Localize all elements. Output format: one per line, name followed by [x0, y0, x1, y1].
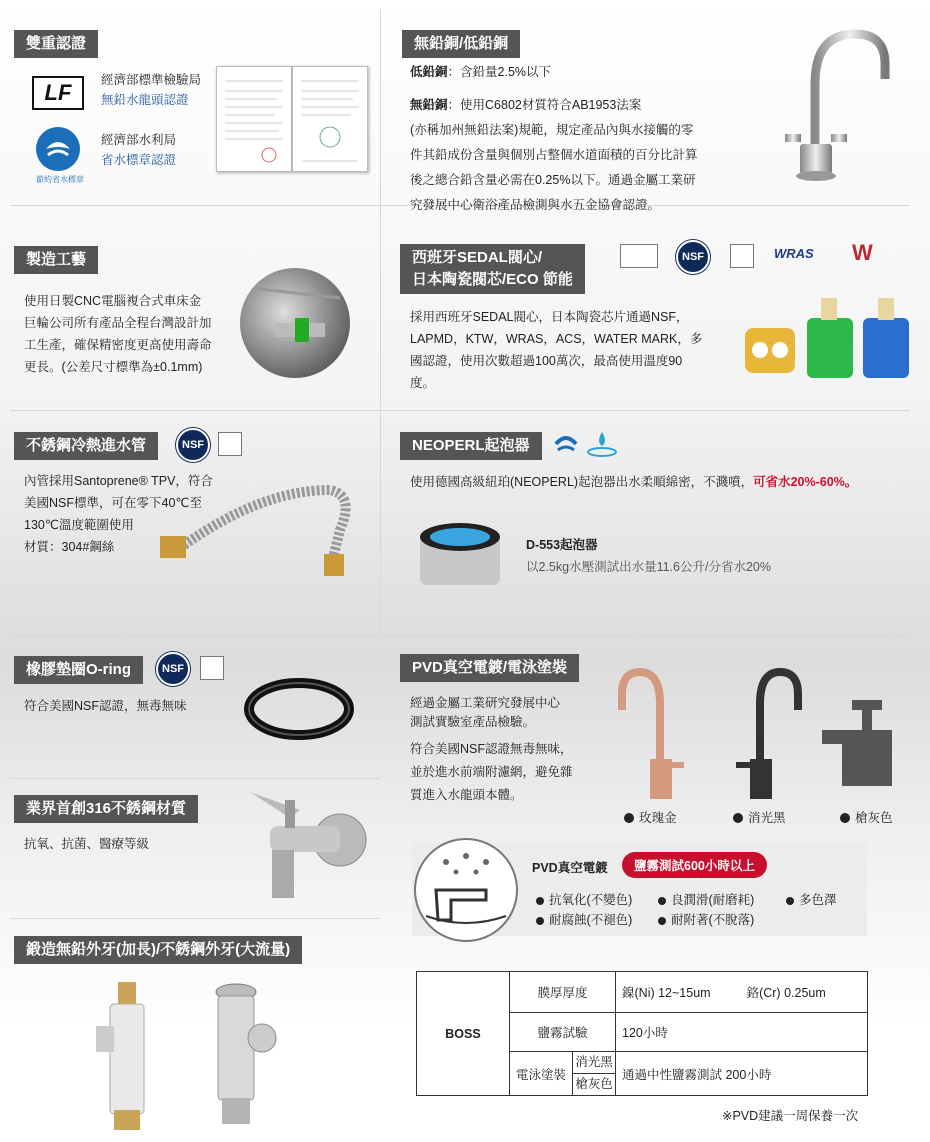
film-thickness-values: 鎳(Ni) 12~15um 鉻(Cr) 0.25um — [616, 972, 868, 1013]
dual-cert-title: 雙重認證 — [14, 30, 98, 58]
maintenance-note: ※PVD建議一周保養一次 — [722, 1109, 859, 1123]
sedal-line4: 度。 — [410, 376, 436, 390]
sedal-line1: 採用西班牙SEDAL閥心，日本陶瓷芯片通過NSF， — [410, 310, 689, 324]
pvd-info-panel — [412, 842, 867, 936]
stainless-tap-image — [230, 780, 370, 910]
sedal-line3: 國認證，使用次數超過100萬次，最高使用溫度90 — [410, 354, 683, 368]
craft-line4: 更長。(公差尺寸標準為±0.1mm) — [24, 360, 203, 374]
pvd-line2: 測試實驗室產品檢驗。 — [410, 715, 536, 729]
steel316-title: 業界首創316不銹鋼材質 — [14, 795, 198, 823]
water-saving-icon — [552, 430, 580, 458]
steel316-text: 抗氧、抗菌、醫療等級 — [24, 837, 150, 851]
hose-line4: 材質：304#鋼絲 — [24, 540, 115, 554]
salt-spray-label: 鹽霧試驗 — [510, 1013, 616, 1052]
craft-title: 製造工藝 — [14, 246, 98, 274]
cert-document-1 — [216, 66, 292, 172]
electrophoresis-colors: 消光黑 槍灰色 — [573, 1052, 616, 1096]
pvd-info-title: PVD真空電鍍 — [532, 861, 608, 875]
aerator-image — [412, 515, 507, 600]
cert-logo-badge-icon — [620, 244, 658, 268]
salt-spray-value: 120小時 — [616, 1013, 868, 1052]
hose-line3: 130℃溫度範圍使用 — [24, 518, 134, 532]
feature-lubrication: 良潤滑(耐磨耗) — [658, 890, 754, 908]
craft-line2: 巨輪公司所有產品全程台灣設計加 — [24, 316, 212, 330]
craft-line3: 工生產，確保精密度更高使用壽命 — [24, 338, 212, 352]
sedal-nsf-icon: NSF — [676, 240, 710, 274]
rose-gold-faucet-image — [610, 664, 700, 804]
divider-left-forged — [10, 918, 380, 919]
color-option-gunmetal: 槍灰色 — [840, 808, 893, 826]
salt-spray-badge: 鹽霧測試600小時以上 — [622, 852, 767, 878]
watermark-cert-icon — [730, 244, 754, 268]
water-logo-text: 節約省水標章 — [36, 175, 84, 184]
forged-valve-image-1 — [96, 982, 166, 1132]
gunmetal-faucet-image — [822, 680, 912, 790]
lf-logo: LF — [32, 76, 84, 110]
pvd-coating-icon — [414, 838, 518, 942]
feature-adhesion: 耐附著(不脫落) — [658, 910, 754, 928]
watermark-w-logo: W — [852, 240, 873, 265]
forged-title: 鍛造無鉛外牙(加長)/不銹鋼外牙(大流量) — [14, 936, 302, 964]
craft-line1: 使用日製CNC電腦複合式車床金 — [24, 294, 202, 308]
lead-free-line1: 無鉛銅：使用C6802材質符合AB1953法案 — [410, 98, 642, 112]
lead-free-line2: (亦稱加州無鉛法案)規範，規定產品內與水接觸的零 — [410, 123, 694, 137]
feature-anti-oxidation: 抗氧化(不變色) — [536, 890, 632, 908]
braided-hose-image — [160, 470, 360, 580]
oring-text: 符合美國NSF認證，無毒無味 — [24, 699, 187, 713]
divider-row2 — [10, 410, 910, 411]
oring-image — [244, 676, 354, 742]
valve-cartridges-image — [735, 288, 915, 388]
brand-cell: BOSS — [417, 972, 510, 1096]
lead-free-line5: 究發展中心衛浴產品檢測與水五金協會認證。 — [410, 198, 661, 212]
pvd-line4: 並於進水前端附濾網，避免雜 — [410, 765, 573, 779]
water-drop-icon — [586, 430, 618, 458]
neoperl-desc: 使用德國高級紐珀(NEOPERL)起泡器出水柔順綿密，不濺噴，可省水20%-60%。 — [410, 475, 858, 489]
oring-nsf-icon: NSF — [156, 652, 190, 686]
lead-free-title: 無鉛銅/低鉛銅 — [402, 30, 520, 58]
water-cert-line2: 省水標章認證 — [101, 153, 177, 167]
feature-anti-corrosion: 耐腐蝕(不褪色) — [536, 910, 632, 928]
coating-spec-table — [416, 971, 868, 1096]
sedal-line2: LAPMD，KTW，WRAS，ACS，WATER MARK，多 — [410, 332, 703, 346]
hose-nsf-icon: NSF — [176, 428, 210, 462]
matte-black-faucet-image — [720, 664, 810, 804]
feature-multicolor: 多色澤 — [786, 890, 837, 908]
water-cert-line1: 經濟部水利局 — [101, 133, 177, 147]
electrophoresis-label: 電泳塗裝 — [510, 1052, 573, 1096]
lf-cert-line2: 無鉛水龍頭認證 — [101, 93, 189, 107]
hose-line2: 美國NSF標準，可在零下40℃至 — [24, 496, 202, 510]
oring-cert-icon — [200, 656, 224, 680]
cnc-machine-image — [240, 268, 350, 378]
pvd-line3: 符合美國NSF認證無毒無味， — [410, 742, 573, 756]
wras-logo: WRAS — [774, 246, 814, 261]
electrophoresis-value: 通過中性鹽霧測試 200小時 — [616, 1052, 868, 1096]
aerator-model-desc: 以2.5kg水壓測試出水量11.6公升/分省水20% — [526, 560, 771, 574]
aerator-model: D-553起泡器 — [526, 538, 598, 552]
water-saving-logo — [34, 125, 82, 173]
hose-title: 不銹鋼冷熱進水管 — [14, 432, 158, 460]
oring-title: 橡膠墊圈O-ring — [14, 656, 143, 684]
center-divider — [380, 10, 381, 630]
divider-left-316 — [10, 778, 380, 779]
sedal-title: 西班牙SEDAL閥心/ 日本陶瓷閥芯/ECO 節能 — [400, 244, 585, 294]
lead-free-line3: 件其鉛成份含量與個別占整個水道面積的百分比計算 — [410, 148, 698, 162]
low-lead-line: 低鉛銅：含鉛量2.5%以下 — [410, 65, 552, 79]
hose-line1: 內管採用Santoprene® TPV，符合 — [24, 474, 213, 488]
cert-document-2 — [292, 66, 368, 172]
pvd-line1: 經過金屬工業研究發展中心 — [410, 696, 561, 710]
pvd-line5: 質進入水龍頭本體。 — [410, 788, 523, 802]
film-thickness-label: 膜厚厚度 — [510, 972, 616, 1013]
divider-row3 — [10, 635, 910, 636]
hose-cert-icon — [218, 432, 242, 456]
color-option-rose-gold: 玫瑰金 — [624, 808, 677, 826]
color-option-matte-black: 消光黑 — [733, 808, 786, 826]
neoperl-title: NEOPERL起泡器 — [400, 432, 542, 460]
lead-free-line4: 後之總合鉛含量必需在0.25%以下。通過金屬工業研 — [410, 173, 696, 187]
pvd-title: PVD真空電鍍/電泳塗裝 — [400, 654, 579, 682]
forged-valve-image-2 — [200, 980, 280, 1130]
lf-cert-line1: 經濟部標準檢驗局 — [101, 73, 202, 87]
chrome-faucet-image — [745, 24, 895, 184]
